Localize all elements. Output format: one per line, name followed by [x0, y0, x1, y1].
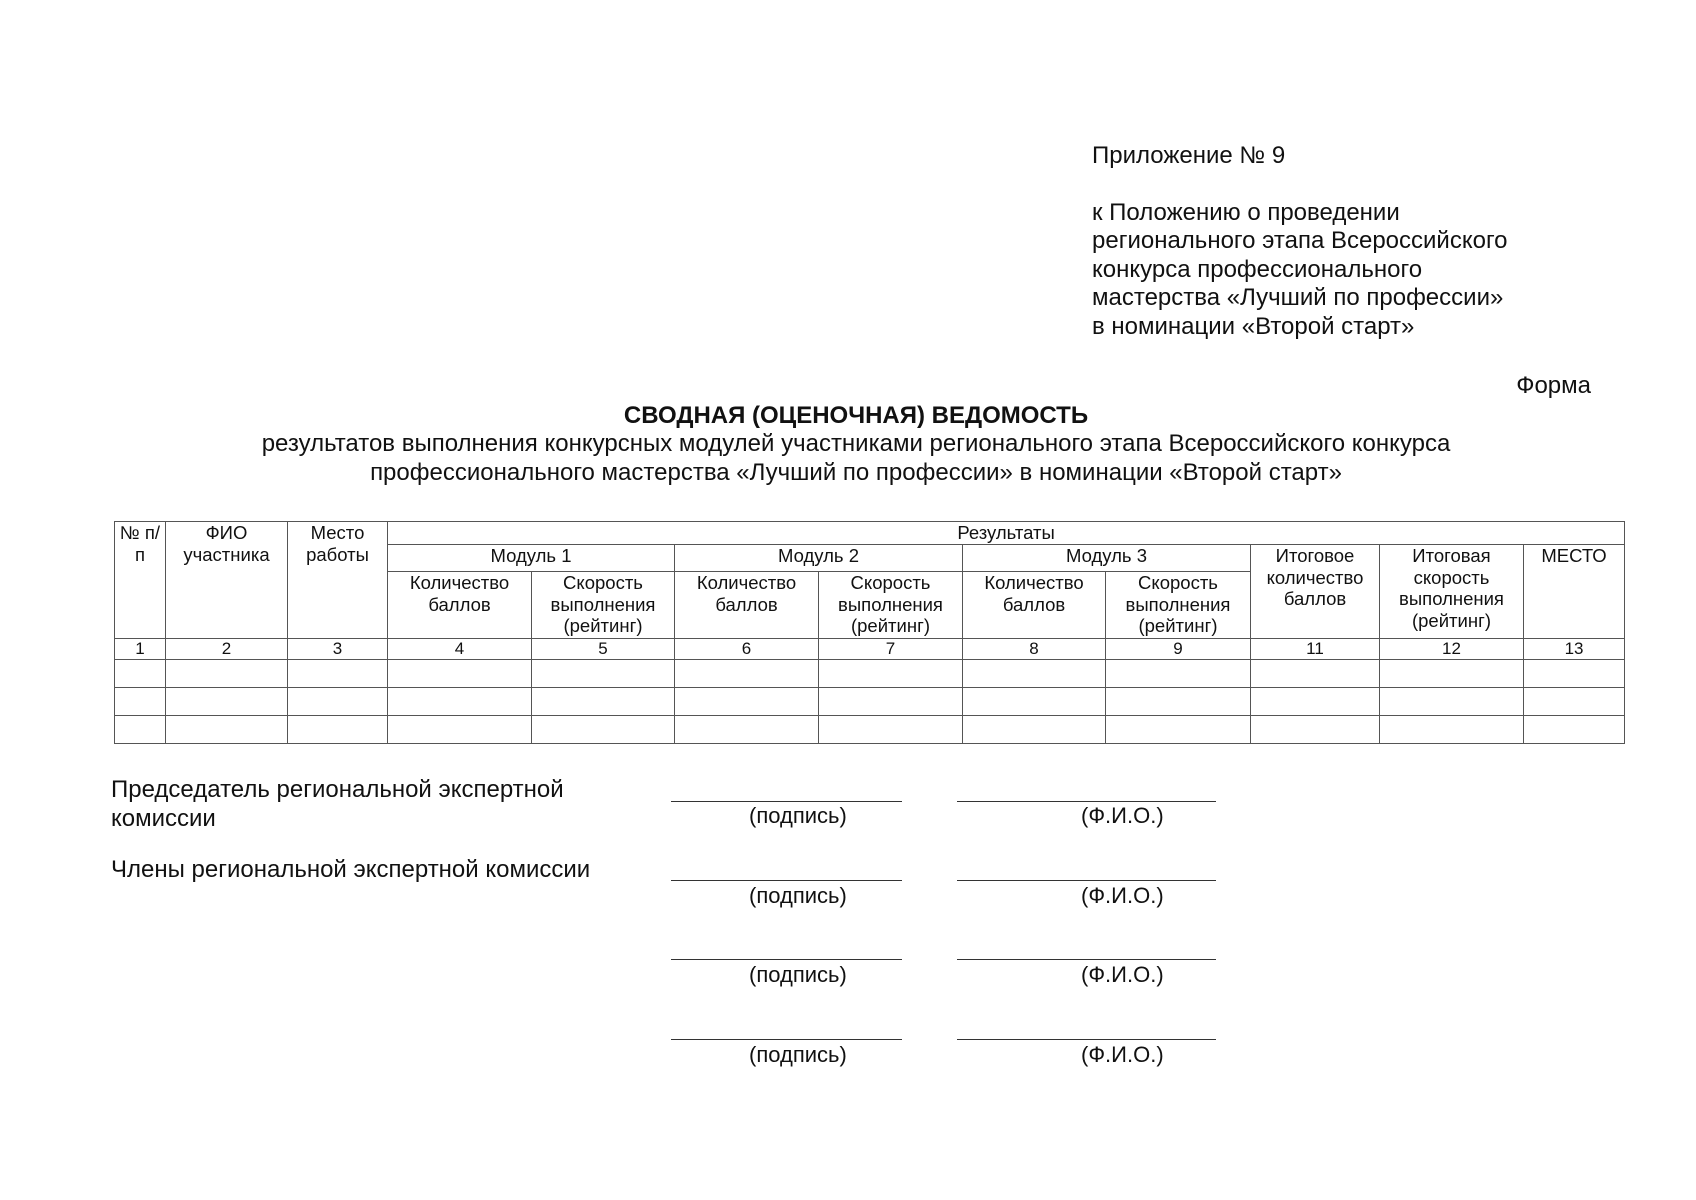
header-cell-results: Результаты	[388, 522, 1625, 545]
header-cell-m1-points: Количество баллов	[388, 572, 532, 639]
header-cell-total-speed: Итоговая скорость выполнения (рейтинг)	[1380, 545, 1524, 639]
appendix-block	[1092, 142, 1612, 341]
table-row	[115, 688, 1625, 716]
table-cell	[1106, 688, 1251, 716]
subtitle-line: результатов выполнения конкурсных модулей участниками регионального этапа Всероссийского конкурса	[261, 430, 1451, 457]
table-cell	[1251, 716, 1380, 744]
appendix-line: конкурса профессионального	[1092, 255, 1423, 283]
appendix-number: Приложение № 9	[1092, 142, 1286, 169]
header-cell-m2-speed: Скорость выполнения (рейтинг)	[819, 572, 963, 639]
table-cell	[388, 660, 532, 688]
column-number: 5	[532, 639, 675, 660]
table-cell	[675, 660, 819, 688]
header-cell-m2-points: Количество баллов	[675, 572, 819, 639]
column-number: 1	[115, 639, 166, 660]
table-cell	[115, 688, 166, 716]
table-cell	[963, 716, 1106, 744]
table-cell	[388, 716, 532, 744]
signature-line	[671, 801, 902, 802]
column-number: 13	[1524, 639, 1625, 660]
name-caption: (Ф.И.О.)	[1081, 883, 1164, 908]
column-number: 8	[963, 639, 1106, 660]
header-cell-m1-speed: Скорость выполнения (рейтинг)	[532, 572, 675, 639]
header-cell-name: ФИО участника	[166, 522, 288, 639]
column-number: 4	[388, 639, 532, 660]
appendix-line: мастерства «Лучший по профессии»	[1092, 284, 1504, 311]
table-cell	[166, 688, 288, 716]
header-row	[115, 522, 1625, 545]
signature-caption: (подпись)	[749, 1042, 847, 1067]
name-caption: (Ф.И.О.)	[1081, 803, 1164, 828]
members-label: Члены региональной экспертной комиссии	[111, 856, 591, 883]
appendix-line: к Положению о проведении	[1092, 198, 1400, 226]
column-number: 3	[288, 639, 388, 660]
name-line	[957, 959, 1216, 960]
header-cell-m3-points: Количество баллов	[963, 572, 1106, 639]
table-cell	[532, 688, 675, 716]
column-number: 11	[1251, 639, 1380, 660]
table-cell	[963, 660, 1106, 688]
table-cell	[1380, 716, 1524, 744]
results-table	[114, 521, 1625, 744]
column-number: 7	[819, 639, 963, 660]
signature-caption: (подпись)	[749, 883, 847, 908]
table-cell	[1524, 688, 1625, 716]
column-number: 9	[1106, 639, 1251, 660]
form-label: Форма	[1516, 372, 1591, 399]
subtitle-line: профессионального мастерства «Лучший по профессии» в номинации «Второй старт»	[370, 458, 1342, 486]
document-subtitle	[0, 430, 1696, 487]
column-number-row	[115, 639, 1625, 660]
table-cell	[115, 716, 166, 744]
table-cell	[166, 716, 288, 744]
column-number: 2	[166, 639, 288, 660]
header-cell-place: МЕСТО	[1524, 545, 1625, 639]
signature-line	[671, 880, 902, 881]
table-cell	[115, 660, 166, 688]
table-cell	[1380, 660, 1524, 688]
header-cell-workplace: Место работы	[288, 522, 388, 639]
table-row	[115, 660, 1625, 688]
chair-label: Председатель региональной экспертной комиссии	[111, 776, 564, 832]
appendix-line: в номинации «Второй старт»	[1092, 312, 1415, 340]
column-number: 12	[1380, 639, 1524, 660]
table-cell	[819, 716, 963, 744]
document-title: СВОДНАЯ (ОЦЕНОЧНАЯ) ВЕДОМОСТЬ	[623, 402, 1089, 429]
table-cell	[288, 660, 388, 688]
header-cell-number: № п/п	[115, 522, 166, 639]
header-cell-m3-speed: Скорость выполнения (рейтинг)	[1106, 572, 1251, 639]
name-line	[957, 801, 1216, 802]
table-cell	[819, 660, 963, 688]
table-cell	[532, 660, 675, 688]
table-cell	[1106, 716, 1251, 744]
table-cell	[1380, 688, 1524, 716]
name-caption: (Ф.И.О.)	[1081, 1042, 1164, 1067]
table-cell	[388, 688, 532, 716]
table-cell	[1251, 688, 1380, 716]
header-cell-module-1: Модуль 1	[388, 545, 675, 572]
appendix-line: регионального этапа Всероссийского	[1092, 227, 1508, 254]
table-cell	[1524, 716, 1625, 744]
table-cell	[288, 688, 388, 716]
table-cell	[166, 660, 288, 688]
signature-line	[671, 1039, 902, 1040]
column-number: 6	[675, 639, 819, 660]
table-cell	[675, 716, 819, 744]
table-cell	[819, 688, 963, 716]
name-line	[957, 1039, 1216, 1040]
table-cell	[532, 716, 675, 744]
table-cell	[288, 716, 388, 744]
table-cell	[1106, 660, 1251, 688]
header-cell-module-2: Модуль 2	[675, 545, 963, 572]
header-cell-module-3: Модуль 3	[963, 545, 1251, 572]
table-cell	[1251, 660, 1380, 688]
table-cell	[675, 688, 819, 716]
signature-line	[671, 959, 902, 960]
table-cell	[963, 688, 1106, 716]
signature-caption: (подпись)	[749, 962, 847, 987]
name-line	[957, 880, 1216, 881]
table-row	[115, 716, 1625, 744]
signature-caption: (подпись)	[749, 803, 847, 828]
table-cell	[1524, 660, 1625, 688]
header-cell-total-points: Итоговое количество баллов	[1251, 545, 1380, 639]
name-caption: (Ф.И.О.)	[1081, 962, 1164, 987]
